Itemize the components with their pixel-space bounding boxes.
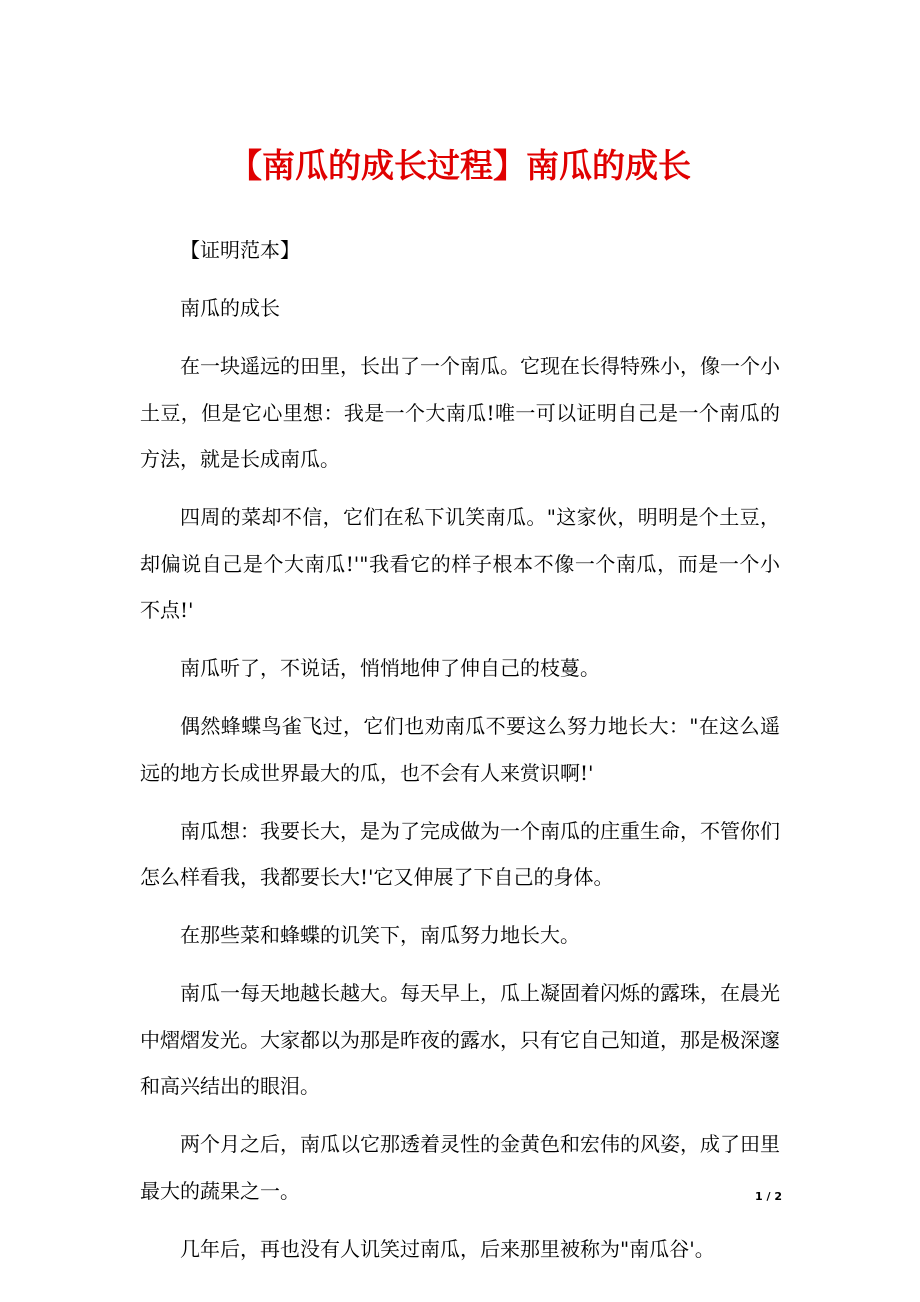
paragraph: 在一块遥远的田里，长出了一个南瓜。它现在长得特殊小，像一个小土豆，但是它心里想：我是一个大南瓜!唯一可以证明自己是一个南瓜的方法，就是长成南瓜。: [140, 354, 780, 471]
paragraph-subtitle: 南瓜的成长: [180, 296, 280, 320]
document-title: 【南瓜的成长过程】南瓜的成长: [229, 146, 691, 185]
paragraph: 偶然蜂蝶鸟雀飞过，它们也劝南瓜不要这么努力地长大："在这么遥远的地方长成世界最大的瓜，也不会有人来赏识啊!': [140, 714, 780, 785]
paragraph: 南瓜一每天地越长越大。每天早上，瓜上凝固着闪烁的露珠，在晨光中熠熠发光。大家都以为那是昨夜的露水，只有它自己知道，那是极深邃和高兴结出的眼泪。: [140, 981, 780, 1098]
paragraph: 南瓜听了，不说话，悄悄地伸了伸自己的枝蔓。: [180, 656, 600, 680]
paragraph: 南瓜想：我要长大，是为了完成做为一个南瓜的庄重生命，不管你们怎么样看我，我都要长大!'它又伸展了下自己的身体。: [140, 818, 780, 889]
page-number: 1 / 2: [755, 1190, 782, 1203]
paragraph: 几年后，再也没有人讥笑过南瓜，后来那里被称为"南瓜谷'。: [180, 1236, 715, 1261]
document-body: [140, 227, 780, 1284]
paragraph-label: 【证明范本】: [180, 238, 300, 262]
paragraph: 四周的菜却不信，它们在私下讥笑南瓜。"这家伙，明明是个土豆，却偏说自己是个大南瓜!'"我看它的样子根本不像一个南瓜，而是一个小不点!': [140, 505, 780, 622]
paragraph: 两个月之后，南瓜以它那透着灵性的金黄色和宏伟的风姿，成了田里最大的蔬果之一。: [140, 1132, 780, 1203]
paragraph: 在那些菜和蜂蝶的讥笑下，南瓜努力地长大。: [180, 923, 580, 947]
